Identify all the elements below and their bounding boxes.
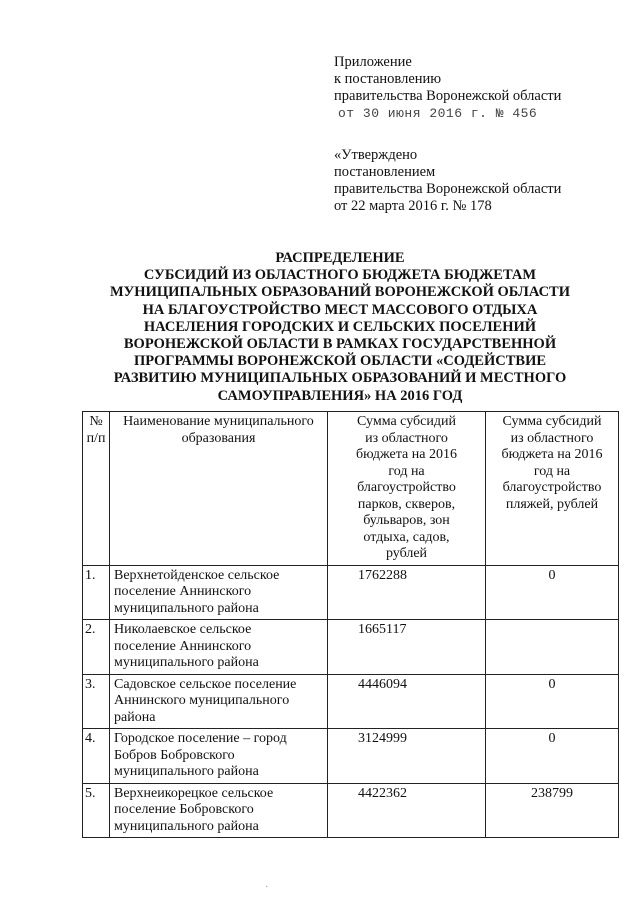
title-line: СУБСИДИЙ ИЗ ОБЛАСТНОГО БЮДЖЕТА БЮДЖЕТАМ xyxy=(143,267,537,284)
approved-line: от 22 марта 2016 г. № 178 xyxy=(334,198,492,214)
title-line: НАСЕЛЕНИЯ ГОРОДСКИХ И СЕЛЬСКИХ ПОСЕЛЕНИЙ xyxy=(143,318,537,335)
table-row xyxy=(83,783,619,838)
appendix-block xyxy=(334,54,634,122)
row-municipality: Николаевское сельское поселение Аннинского муниципального района xyxy=(110,620,328,675)
header-beaches-amount: Сумма субсидий из областного бюджета на 2016 год на благоустройство пляжей, рублей xyxy=(486,412,619,566)
header-parks-amount: Сумма субсидий из областного бюджета на 2016 год на благоустройство парков, скверов, бульваров, зон отдыха, садов, рублей xyxy=(328,412,486,566)
approved-line: «Утверждено xyxy=(334,147,418,163)
row-municipality: Верхнеикорецкое сельское поселение Бобровского муниципального района xyxy=(110,783,328,838)
approved-line: правительства Воронежской области xyxy=(334,181,562,197)
row-number: 2. xyxy=(83,620,110,675)
title-line: МУНИЦИПАЛЬНЫХ ОБРАЗОВАНИЙ ВОРОНЕЖСКОЙ ОБЛАСТИ xyxy=(109,284,570,301)
table-row xyxy=(83,674,619,729)
appendix-line: правительства Воронежской области xyxy=(334,88,562,104)
appendix-date-stamp: от 30 июня 2016 г. № 456 xyxy=(338,106,538,121)
row-number: 4. xyxy=(83,729,110,784)
row-parks-amount: 4422362 xyxy=(328,783,486,838)
table-row xyxy=(83,565,619,620)
row-beaches-amount: 238799 xyxy=(486,783,619,838)
row-beaches-amount xyxy=(486,620,619,675)
row-beaches-amount: 0 xyxy=(486,729,619,784)
approved-block xyxy=(334,147,634,215)
table-header-row xyxy=(83,412,619,566)
header-name: Наименование муниципального образования xyxy=(110,412,328,566)
row-parks-amount: 4446094 xyxy=(328,674,486,729)
header-number: № п/п xyxy=(83,412,110,566)
title-line: НА БЛАГОУСТРОЙСТВО МЕСТ МАССОВОГО ОТДЫХА xyxy=(142,301,538,318)
title-line: РАСПРЕДЕЛЕНИЕ xyxy=(275,250,405,266)
row-municipality: Городское поселение – город Бобров Бобровского муниципального района xyxy=(110,729,328,784)
page-mark: · xyxy=(265,882,269,893)
row-municipality: Верхнетойденское сельское поселение Аннинского муниципального района xyxy=(110,565,328,620)
row-beaches-amount: 0 xyxy=(486,674,619,729)
row-number: 1. xyxy=(83,565,110,620)
row-parks-amount: 3124999 xyxy=(328,729,486,784)
row-number: 5. xyxy=(83,783,110,838)
title-line: РАЗВИТИЮ МУНИЦИПАЛЬНЫХ ОБРАЗОВАНИЙ И МЕСТНОГО xyxy=(113,370,567,387)
appendix-line: к постановлению xyxy=(334,71,442,87)
title-line: ВОРОНЕЖСКОЙ ОБЛАСТИ В РАМКАХ ГОСУДАРСТВЕННОЙ xyxy=(123,336,557,353)
row-number: 3. xyxy=(83,674,110,729)
subsidy-table xyxy=(82,411,619,838)
title-line: САМОУПРАВЛЕНИЯ» НА 2016 ГОД xyxy=(217,387,463,404)
approved-line: постановлением xyxy=(334,164,436,180)
document-title xyxy=(60,250,620,405)
row-parks-amount: 1762288 xyxy=(328,565,486,620)
appendix-line: Приложение xyxy=(334,54,412,70)
row-beaches-amount: 0 xyxy=(486,565,619,620)
table-row xyxy=(83,729,619,784)
title-line: ПРОГРАММЫ ВОРОНЕЖСКОЙ ОБЛАСТИ «СОДЕЙСТВИЕ xyxy=(133,353,547,370)
row-parks-amount: 1665117 xyxy=(328,620,486,675)
row-municipality: Садовское сельское поселение Аннинского муниципального района xyxy=(110,674,328,729)
table-row xyxy=(83,620,619,675)
